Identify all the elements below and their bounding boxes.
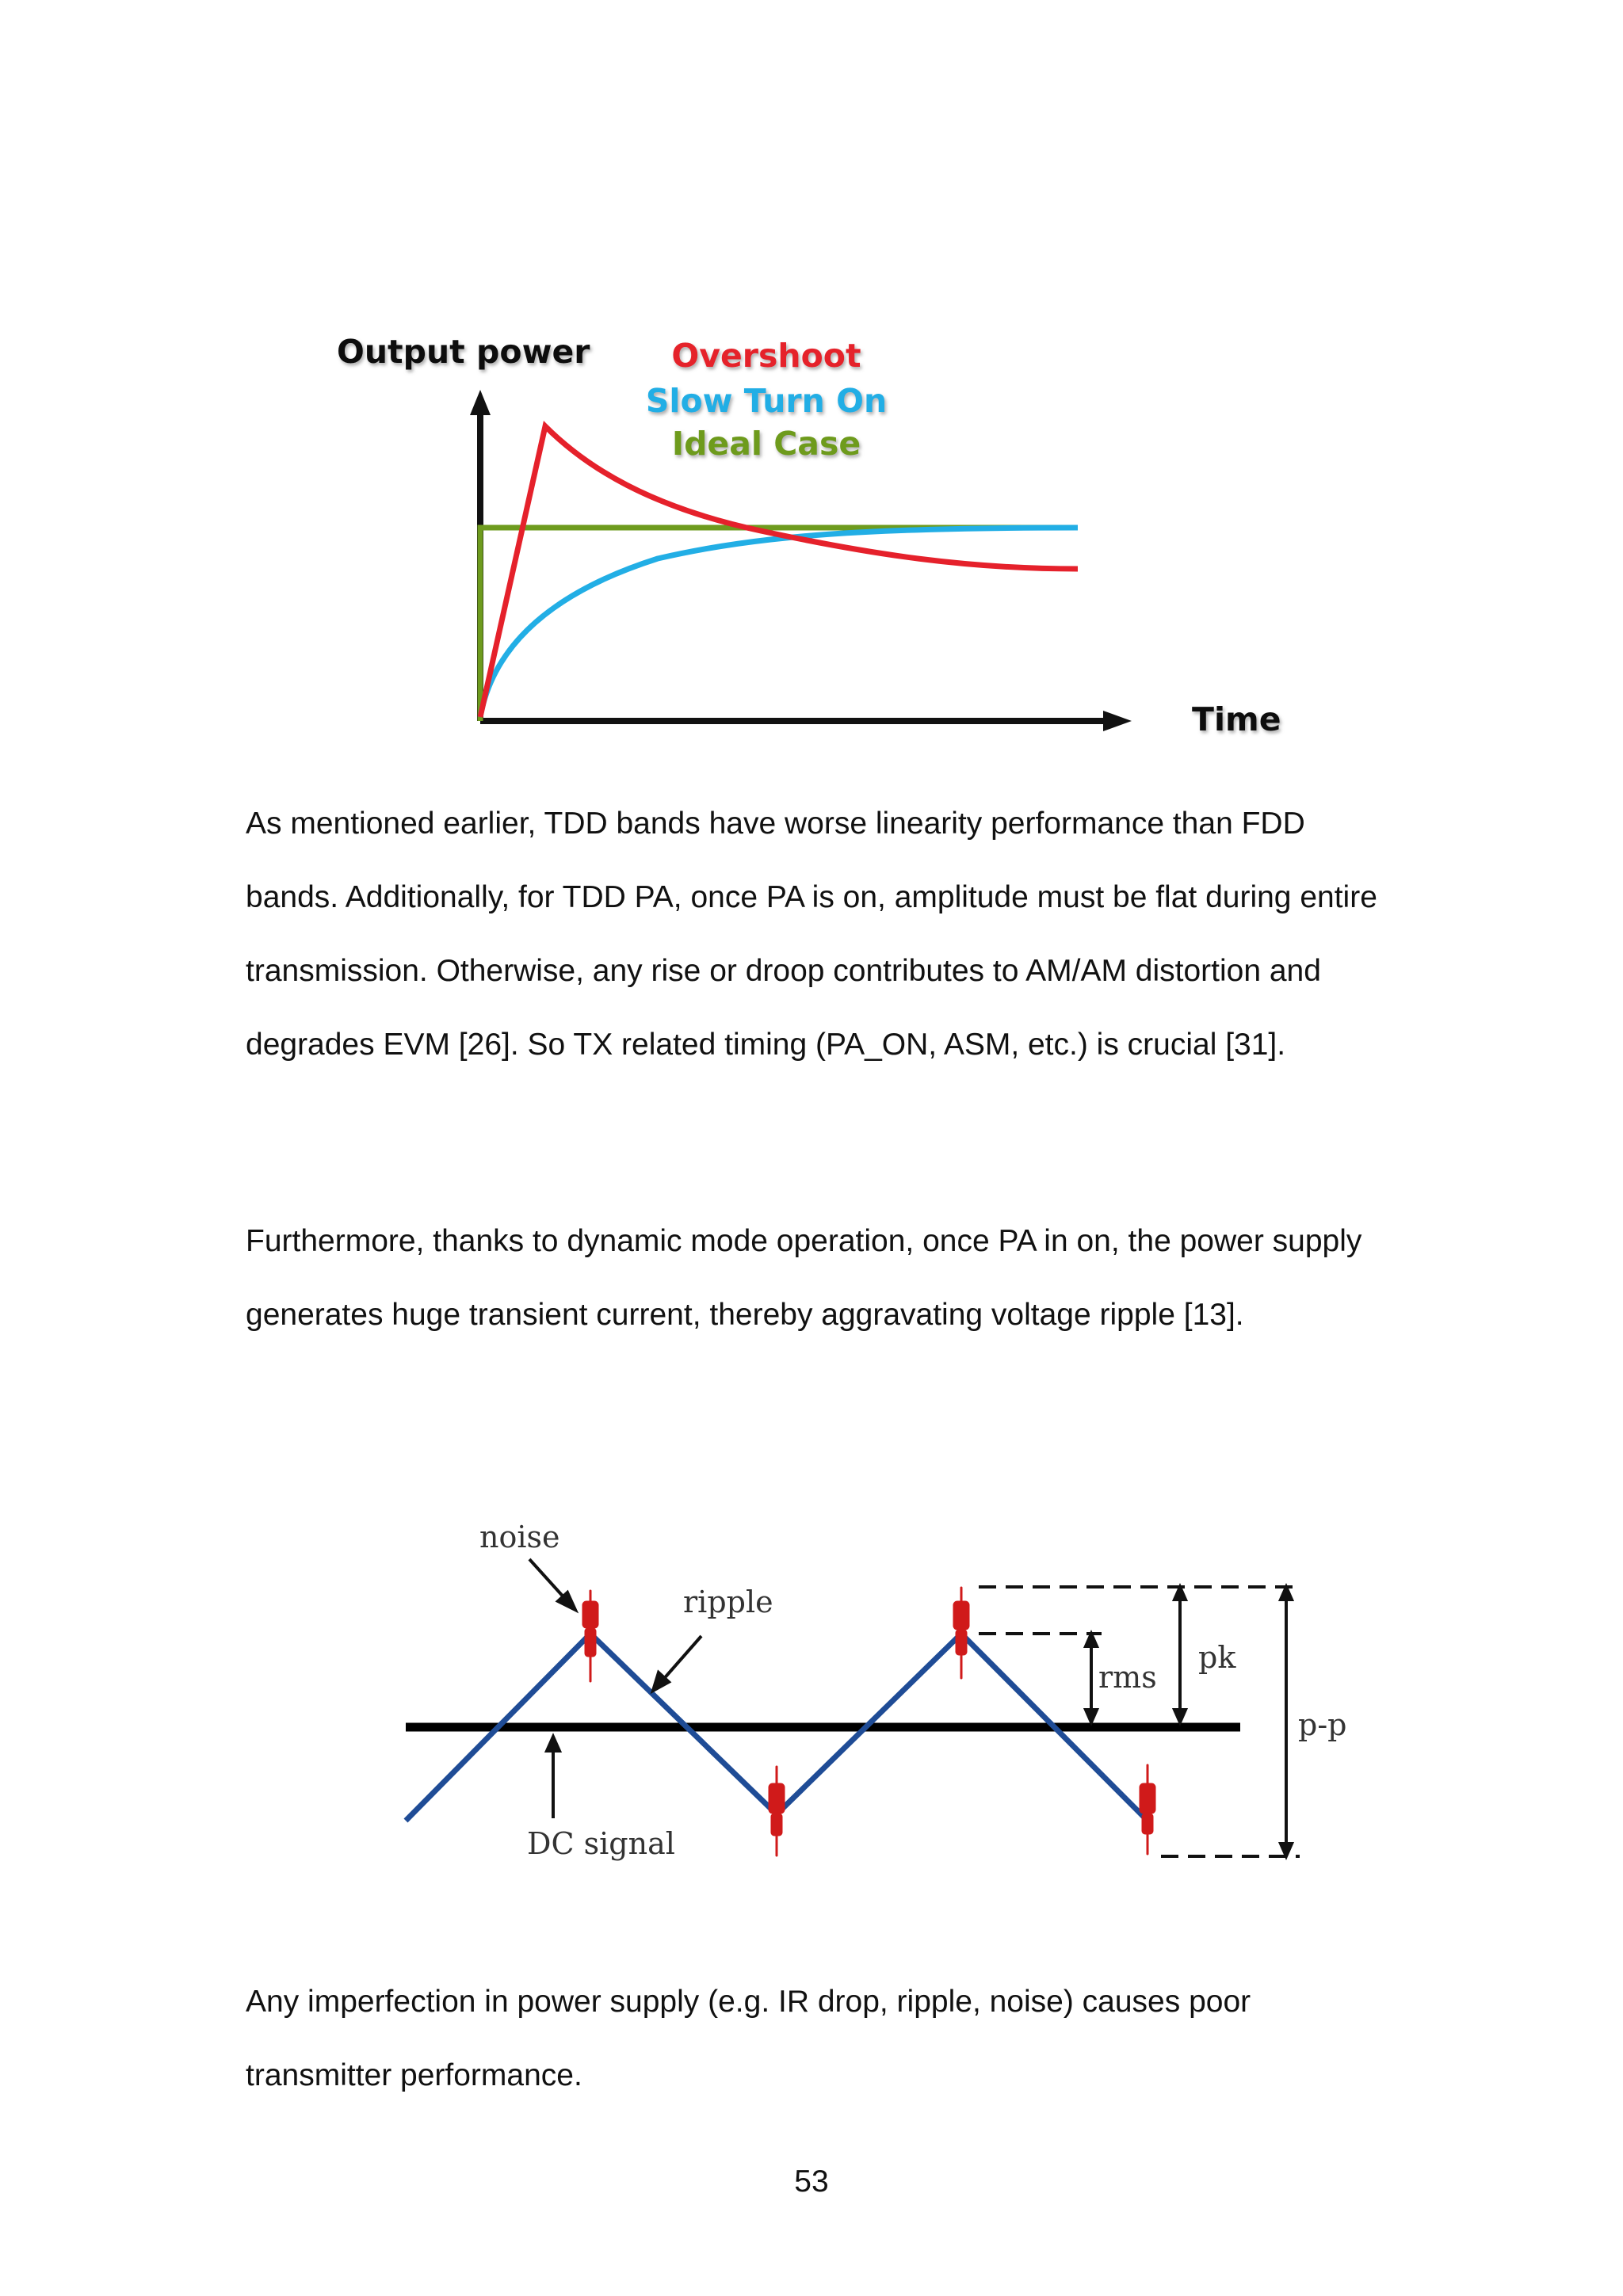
dc-signal-pointer-arrow — [547, 1737, 559, 1818]
rms-dimension-arrow — [1086, 1634, 1097, 1722]
rms-label: rms — [1098, 1660, 1157, 1695]
output-power-figure — [317, 317, 1316, 761]
ripple-pointer-arrow — [653, 1636, 701, 1691]
paragraph-power-supply-imperfection: Any imperfection in power supply (e.g. IR drop, ripple, noise) causes poor transmitter performance. — [246, 1985, 1251, 2092]
legend-slow-turn-on: Slow Turn On — [645, 382, 888, 420]
noise-pointer-arrow — [529, 1559, 575, 1610]
pk-label: pk — [1198, 1640, 1236, 1675]
noise-spike-4 — [1140, 1765, 1155, 1854]
paragraph-transient-current: Furthermore, thanks to dynamic mode operation, once PA in on, the power supply generates huge transient current, thereby aggravating voltage ripple [13]. — [246, 1224, 1362, 1332]
legend-overshoot: Overshoot — [671, 337, 861, 375]
pk-dimension-arrow — [1174, 1587, 1186, 1722]
noise-spike-1 — [583, 1591, 598, 1681]
ripple-label: ripple — [683, 1585, 773, 1619]
noise-label: noise — [479, 1520, 560, 1554]
ripple-noise-figure — [388, 1505, 1387, 1886]
dc-signal-label: DC signal — [527, 1826, 675, 1861]
noise-spike-2 — [769, 1767, 784, 1855]
y-axis-arrowhead — [470, 390, 491, 415]
pp-label: p-p — [1298, 1707, 1347, 1742]
ideal-case-curve — [480, 528, 1078, 721]
paragraph-tdd-linearity: As mentioned earlier, TDD bands have worse linearity performance than FDD bands. Additionally, for TDD PA, once PA is on, amplitude must be flat during entire transmission. Otherwise, any rise or droop contributes to AM/AM distortion and degrades EVM [26]. So TX related timing (PA_ON, ASM, etc.) is crucial [31]. — [246, 807, 1377, 1062]
y-axis-label: Output power — [337, 333, 590, 371]
pp-dimension-arrow — [1281, 1587, 1292, 1856]
page-number: 53 — [794, 2164, 829, 2199]
overshoot-curve — [480, 426, 1078, 717]
slow-turn-on-curve — [480, 528, 1078, 717]
noise-spike-3 — [954, 1588, 968, 1678]
x-axis-arrowhead — [1103, 711, 1132, 731]
x-axis-label: Time — [1192, 700, 1281, 738]
legend-ideal-case: Ideal Case — [671, 425, 861, 463]
